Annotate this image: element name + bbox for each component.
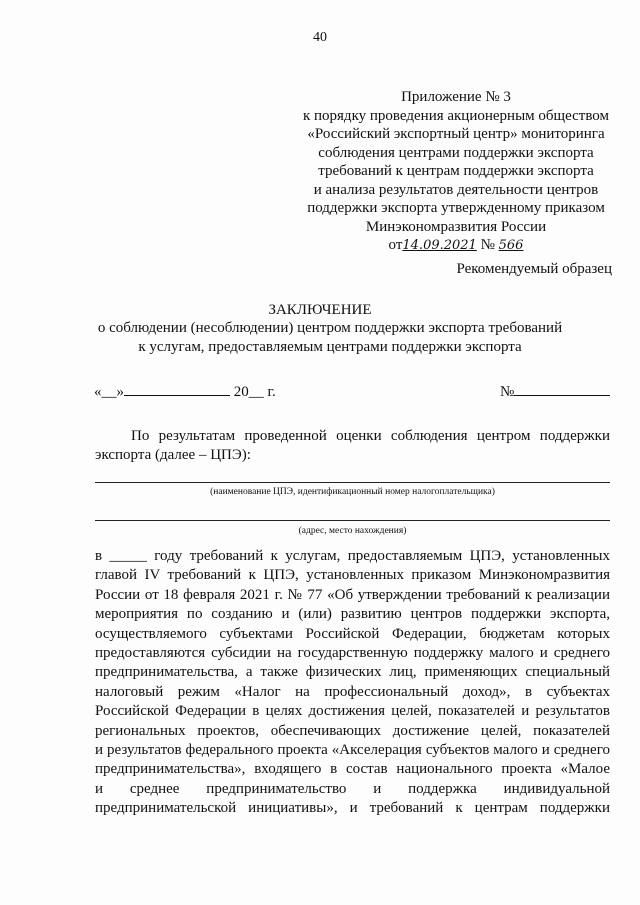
name-caption: (наименование ЦПЭ, идентификационный номер налогоплательщика) xyxy=(210,487,495,497)
appendix-line: требований к центрам поддержки экспорта xyxy=(318,163,594,179)
subtitle-line: к услугам, предоставляемым центрами поддержки экспорта xyxy=(138,339,522,355)
body-line: предпринимательской инициативы», и требований к центрам поддержки xyxy=(95,800,610,817)
address-fill-line xyxy=(95,520,610,521)
order-date-handwritten: 14.09.2021 xyxy=(402,238,477,253)
order-number-label: № xyxy=(480,237,495,253)
body-line: осуществляемого субъектами Российской Федерации, бюджетам которых xyxy=(95,625,610,642)
date-month-blank xyxy=(124,381,230,396)
appendix-header xyxy=(300,88,612,256)
body-line: Российской Федерации в целях достижения целей, показателей и результатов xyxy=(95,703,610,720)
recommended-sample-label: Рекомендуемый образец xyxy=(456,261,612,277)
document-subtitle xyxy=(60,319,600,357)
page-number: 40 xyxy=(313,30,327,45)
appendix-line: к порядку проведения акционерным обществом xyxy=(302,107,610,124)
body-line: налоговый режим «Налог на профессиональный доход», в субъектах xyxy=(95,683,610,700)
order-prefix: от xyxy=(388,237,403,253)
appendix-line: Приложение № 3 xyxy=(401,89,511,105)
subtitle-line: о соблюдении (несоблюдении) центром поддержки экспорта требований xyxy=(97,320,563,336)
body-paragraph xyxy=(95,547,610,819)
appendix-line: соблюдения центрами поддержки экспорта xyxy=(318,144,594,161)
order-number-handwritten: 566 xyxy=(498,238,524,253)
body-line: предоставляются субсидии на государственную поддержку малого и среднего xyxy=(95,645,610,662)
number-blank xyxy=(514,381,610,396)
number-field xyxy=(500,381,610,401)
body-line: и результатов федерального проекта «Акселерация субъектов малого и среднего xyxy=(95,742,610,759)
body-line: в _____ году требований к услугам, предоставляемым ЦПЭ, установленных xyxy=(95,548,610,564)
name-fill-line xyxy=(95,482,610,483)
appendix-line: Минэкономразвития России xyxy=(365,218,547,235)
body-line: предпринимательства», входящего в состав национального проекта «Малое xyxy=(95,761,610,778)
appendix-line: поддержки экспорта утвержденному приказом xyxy=(307,200,605,216)
body-line: предпринимательства, а также физических лиц, применяющих специальный xyxy=(95,664,610,681)
appendix-line: «Российский экспортный центр» мониторинга xyxy=(307,126,605,142)
intro-paragraph: По результатам проведенной оценки соблюдения центром поддержки экспорта (далее – ЦПЭ): xyxy=(95,428,610,463)
body-line: и среднее предпринимательство и поддержка индивидуальной xyxy=(95,780,610,797)
document-title: ЗАКЛЮЧЕНИЕ xyxy=(268,302,372,318)
date-day: «__» xyxy=(94,384,124,400)
address-caption: (адрес, место нахождения) xyxy=(298,526,407,536)
date-year-suffix: __ г. xyxy=(248,384,276,400)
date-year-prefix: 20 xyxy=(233,384,249,400)
order-reference xyxy=(300,236,612,256)
body-line: мероприятия по созданию и (или) развитию центров поддержки экспорта, xyxy=(95,606,610,623)
body-line: главой IV требований к ЦПЭ, установленных приказом Минэкономразвития xyxy=(95,567,610,584)
appendix-line: и анализа результатов деятельности центров xyxy=(313,181,599,198)
date-field xyxy=(94,381,276,401)
body-line: региональных проектов, обеспечивающих достижение целей, показателей xyxy=(95,722,610,739)
body-line: России от 18 февраля 2021 г. № 77 «Об утверждении требований к реализации xyxy=(95,586,610,603)
number-label: № xyxy=(500,384,515,400)
